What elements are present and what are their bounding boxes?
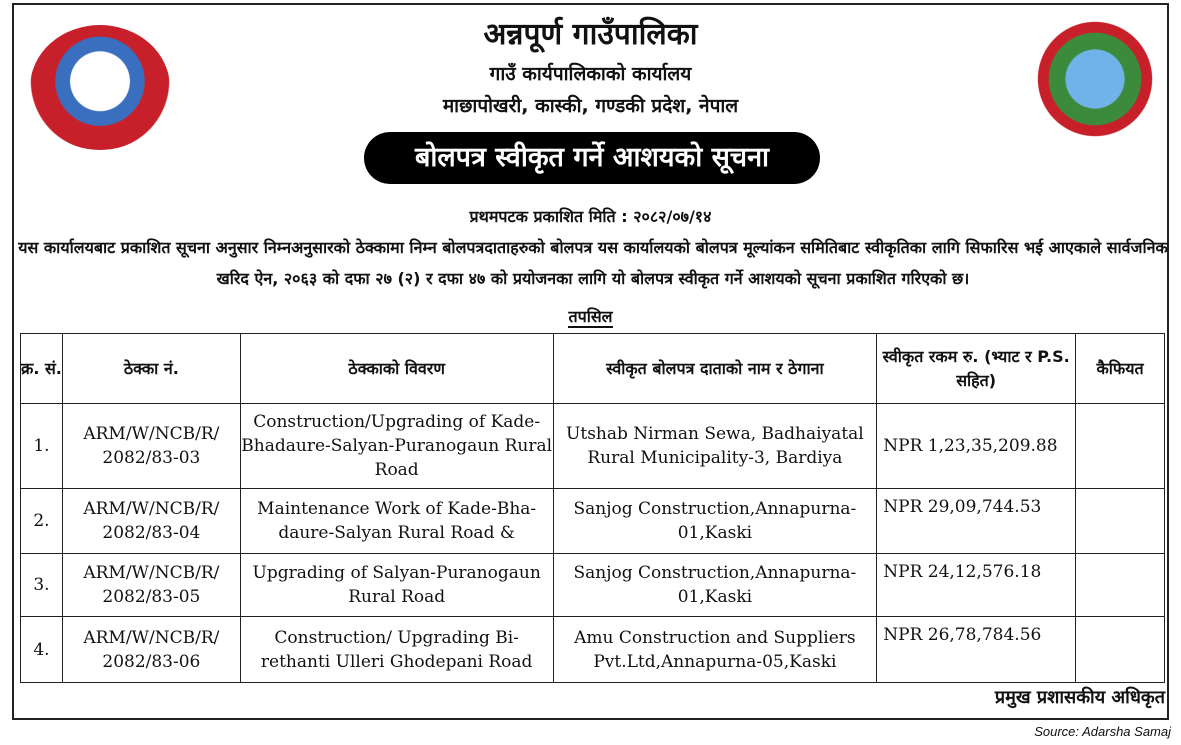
description: Upgrading of Salyan-Puranogaun Rural Road bbox=[240, 554, 553, 617]
table-row bbox=[21, 489, 1165, 554]
description: Maintenance Work of Kade-Bha-daure-Salyan Rural Road & bbox=[240, 489, 553, 554]
remarks bbox=[1076, 489, 1165, 554]
header-description: ठेक्काको विवरण bbox=[240, 334, 553, 404]
serial: 4. bbox=[21, 617, 63, 683]
contract-no: ARM/W/NCB/R/ 2082/83-05 bbox=[62, 554, 240, 617]
description: Construction/Upgrading of Kade-Bhadaure-Salyan-Puranogaun Rural Road bbox=[240, 404, 553, 489]
header-serial: क्र. सं. bbox=[21, 334, 63, 404]
serial: 3. bbox=[21, 554, 63, 617]
bidder: Amu Construction and Suppliers Pvt.Ltd,Annapurna-05,Kaski bbox=[553, 617, 877, 683]
serial: 2. bbox=[21, 489, 63, 554]
remarks bbox=[1076, 404, 1165, 489]
contract-no: ARM/W/NCB/R/ 2082/83-06 bbox=[62, 617, 240, 683]
remarks bbox=[1076, 617, 1165, 683]
schedule-label: तपसिल bbox=[568, 307, 613, 326]
amount: NPR 29,09,744.53 bbox=[877, 489, 1076, 554]
table-row bbox=[21, 404, 1165, 489]
bidder: Sanjog Construction,Annapurna-01,Kaski bbox=[553, 489, 877, 554]
header-bidder: स्वीकृत बोलपत्र दाताको नाम र ठेगाना bbox=[553, 334, 877, 404]
remarks bbox=[1076, 554, 1165, 617]
publish-date: प्रथमपटक प्रकाशित मिति : २०८२/०७/१४ bbox=[469, 207, 712, 226]
header-contract-no: ठेक्का नं. bbox=[62, 334, 240, 404]
contract-no: ARM/W/NCB/R/ 2082/83-04 bbox=[62, 489, 240, 554]
table-row bbox=[21, 554, 1165, 617]
amount: NPR 24,12,576.18 bbox=[877, 554, 1076, 617]
bidder: Utshab Nirman Sewa, Badhaiyatal Rural Municipality-3, Bardiya bbox=[553, 404, 877, 489]
serial: 1. bbox=[21, 404, 63, 489]
bidder: Sanjog Construction,Annapurna-01,Kaski bbox=[553, 554, 877, 617]
office-name: गाउँ कार्यपालिकाको कार्यालय bbox=[489, 63, 692, 85]
header-remarks: कैफियत bbox=[1076, 334, 1165, 404]
amount: NPR 26,78,784.56 bbox=[877, 617, 1076, 683]
municipality-name: अन्नपूर्ण गाउँपालिका bbox=[483, 17, 698, 52]
office-address: माछापोखरी, कास्की, गण्डकी प्रदेश, नेपाल bbox=[442, 95, 739, 117]
source-credit: Source: Adarsha Samaj bbox=[1034, 724, 1171, 739]
notice-body: यस कार्यालयबाट प्रकाशित सूचना अनुसार निम्नअनुसारको ठेक्कामा निम्न बोलपत्रदाताहरुको बोलपत्र यस कार्यालयको बोलपत्र मूल्यांकन समितिबाट स्वीकृतिका लागि सिफारिस भई आएकाले सार्वजनिक खरिद ऐन, २०६३ को दफा २७ (२) र दफा ४७ को प्रयोजनका लागि यो बोलपत्र स्वीकृत गर्ने आशयको सूचना प्रकाशित गरिएको छ। bbox=[18, 238, 1168, 288]
amount: NPR 1,23,35,209.88 bbox=[877, 404, 1076, 489]
table-row bbox=[21, 617, 1165, 683]
header-amount: स्वीकृत रकम रु. (भ्याट र P.S. सहित) bbox=[877, 334, 1076, 404]
description: Construction/ Upgrading Bi-rethanti Ulleri Ghodepani Road bbox=[240, 617, 553, 683]
contracts-table bbox=[20, 333, 1165, 683]
table-header-row bbox=[21, 334, 1165, 404]
signatory: प्रमुख प्रशासकीय अधिकृत bbox=[994, 687, 1165, 708]
notice-title: बोलपत्र स्वीकृत गर्ने आशयको सूचना bbox=[364, 132, 820, 184]
contract-no: ARM/W/NCB/R/ 2082/83-03 bbox=[62, 404, 240, 489]
schedule-heading bbox=[0, 305, 1181, 327]
